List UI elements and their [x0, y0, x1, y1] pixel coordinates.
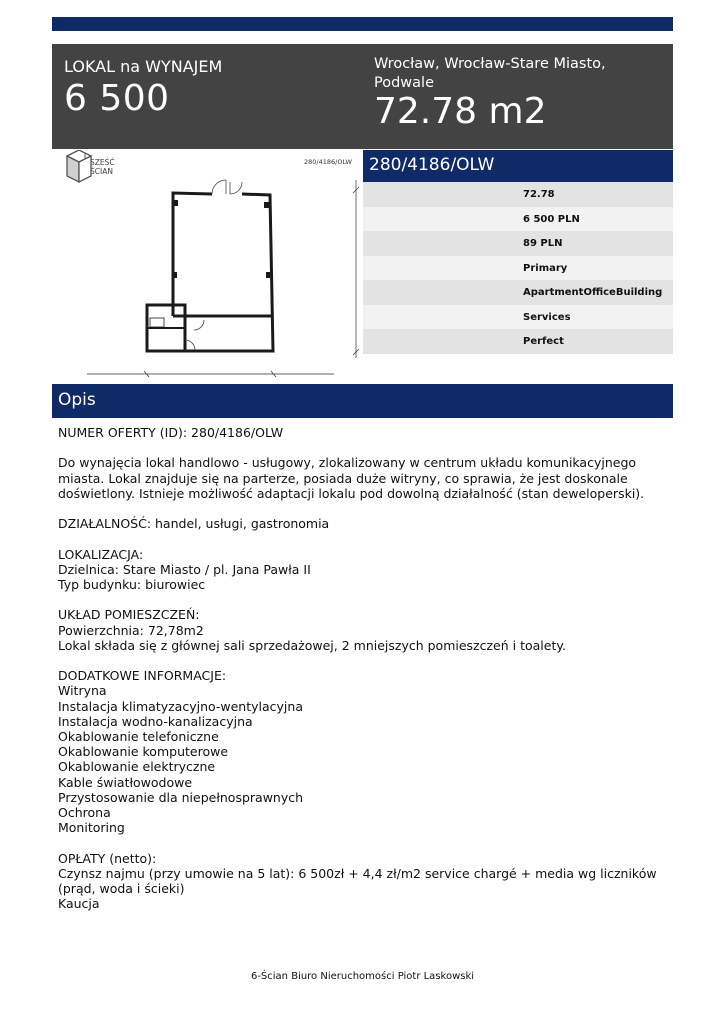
list-item: Witryna [58, 683, 107, 699]
detail-row-condition: Perfect [363, 329, 673, 354]
listing-area: 72.78 m2 [374, 91, 547, 132]
list-item: Monitoring [58, 820, 125, 836]
listing-location: Wrocław, Wrocław-Stare Miasto, Podwale [374, 56, 606, 91]
detail-row-market: Primary [363, 256, 673, 281]
activity-line: DZIAŁALNOŚĆ: handel, usługi, gastronomia [58, 516, 330, 532]
plan-walls [147, 193, 273, 351]
listing-price: 6 500 [64, 78, 170, 119]
detail-row-purpose: Services [363, 305, 673, 330]
section-title-description: Opis [52, 384, 673, 418]
details-table [363, 182, 673, 354]
surface-line: Powierzchnia: 72,78m2 [58, 622, 204, 638]
intro-paragraph: Do wynajęcia lokal handlowo - usługowy, zlokalizowany w centrum układu komunikacyjnego miasta. Lokal znajduje się na parterze, posiada duże witryny, co sprawia, że jest doskonale doświetlony. Istnieje możliwość adaptacji lokalu pod dowolną działalność (stan deweloperski). [58, 455, 645, 501]
fees-heading: OPŁATY (netto): [58, 850, 157, 866]
company-logo-icon [67, 150, 91, 182]
floor-plan [52, 150, 362, 382]
list-item: Okablowanie telefoniczne [58, 728, 219, 744]
detail-row-building-type: ApartmentOfficeBuilding [363, 280, 673, 305]
logo-text-line1: SZEŚĆ [90, 158, 115, 167]
logo-text-line2: ŚCIAN [90, 167, 113, 176]
list-item: Okablowanie komputerowe [58, 744, 229, 760]
rent-line: Czynsz najmu (przy umowie na 5 lat): 6 500zł + 4,4 zł/m2 service chargé + media wg liczników (prąd, woda i ścieki) [58, 865, 657, 896]
listing-header [52, 44, 673, 149]
listing-type: LOKAL na WYNAJEM [64, 57, 223, 76]
location-heading: LOKALIZACJA: [58, 546, 144, 562]
plan-columns [173, 200, 270, 278]
plan-door [185, 180, 242, 350]
plan-reference: 280/4186/OLW [304, 158, 352, 166]
floor-plan-drawing [52, 150, 362, 382]
offer-number: NUMER OFERTY (ID): 280/4186/OLW [58, 425, 284, 440]
list-item: Okablowanie elektryczne [58, 759, 216, 775]
list-item: Ochrona [58, 805, 111, 820]
description-body [58, 425, 658, 911]
plan-dimension-lines [87, 180, 359, 377]
detail-row-price: 6 500 PLN [363, 207, 673, 232]
building-type-line: Typ budynku: biurowiec [58, 576, 206, 592]
detail-row-price-per-m2: 89 PLN [363, 231, 673, 256]
extras-heading: DODATKOWE INFORMACJE: [58, 668, 227, 684]
layout-text: Lokal składa się z głównej sali sprzedażowej, 2 mniejszych pomieszczeń i toalety. [58, 637, 566, 653]
offer-id-bar: 280/4186/OLW [363, 150, 673, 182]
detail-row-area: 72.78 [363, 182, 673, 207]
list-item: Kable światłowodowe [58, 774, 193, 790]
list-item: Przystosowanie dla niepełnosprawnych [58, 789, 304, 805]
top-accent-bar [52, 17, 673, 31]
layout-heading: UKŁAD POMIESZCZEŃ: [58, 607, 200, 623]
footer-agency: 6-Ścian Biuro Nieruchomości Piotr Laskowski [250, 971, 475, 982]
deposit-line: Kaucja [58, 896, 100, 912]
district-line: Dzielnica: Stare Miasto / pl. Jana Pawła II [58, 561, 311, 577]
list-item: Instalacja klimatyzacyjno-wentylacyjna [58, 698, 303, 714]
list-item: Instalacja wodno-kanalizacyjna [58, 713, 253, 729]
